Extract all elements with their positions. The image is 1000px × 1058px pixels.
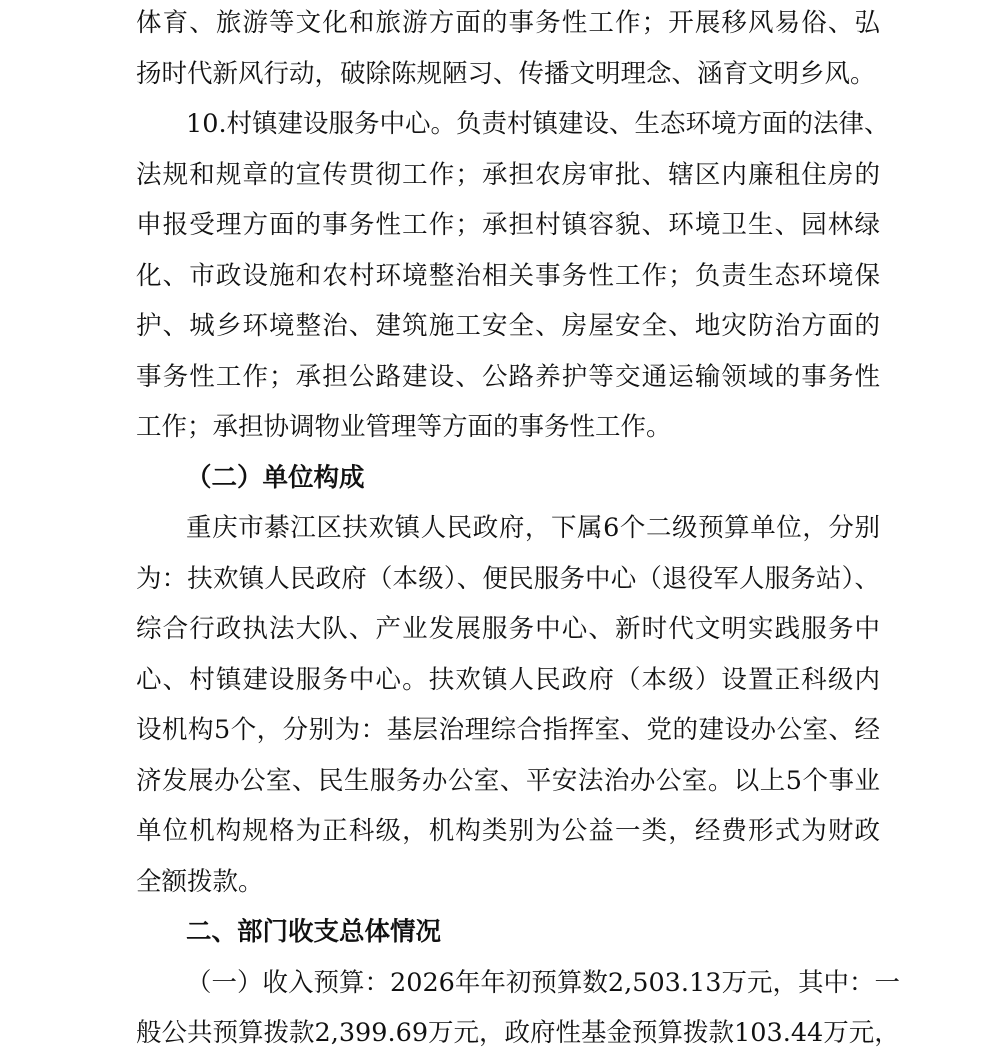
paragraph-line: 工作；承担协调物业管理等方面的事务性工作。 bbox=[136, 412, 672, 442]
paragraph-line: 申报受理方面的事务性工作；承担村镇容貌、环境卫生、园林绿 bbox=[136, 210, 880, 240]
paragraph-line: 法规和规章的宣传贯彻工作；承担农房审批、辖区内廉租住房的 bbox=[136, 159, 880, 190]
paragraph-line: 心、村镇建设服务中心。扶欢镇人民政府（本级）设置正科级内 bbox=[136, 664, 880, 695]
paragraph-line: 设机构5个，分别为：基层治理综合指挥室、党的建设办公室、经 bbox=[136, 715, 880, 745]
paragraph-line: 重庆市綦江区扶欢镇人民政府，下属6个二级预算单位，分别 bbox=[186, 513, 880, 543]
paragraph-line: 综合行政执法大队、产业发展服务中心、新时代文明实践服务中 bbox=[136, 614, 880, 644]
paragraph-line: 扬时代新风行动，破除陈规陋习、传播文明理念、涵育文明乡风。 bbox=[136, 58, 876, 89]
paragraph-line: 体育、旅游等文化和旅游方面的事务性工作；开展移风易俗、弘 bbox=[136, 8, 880, 38]
section-heading: （二）单位构成 bbox=[186, 462, 365, 493]
paragraph-line: 单位机构规格为正科级，机构类别为公益一类，经费形式为财政 bbox=[136, 816, 880, 846]
paragraph-line: 化、市政设施和农村环境整治相关事务性工作；负责生态环境保 bbox=[136, 260, 880, 291]
section-heading: 二、部门收支总体情况 bbox=[186, 917, 442, 947]
paragraph-line: 护、城乡环境整治、建筑施工安全、房屋安全、地灾防治方面的 bbox=[136, 311, 880, 341]
paragraph-line: （一）收入预算：2026年年初预算数2,503.13万元，其中：一 bbox=[186, 967, 900, 998]
paragraph-line: 般公共预算拨款2,399.69万元，政府性基金预算拨款103.44万元， bbox=[136, 1018, 900, 1048]
paragraph-line: 全额拨款。 bbox=[136, 866, 264, 897]
paragraph-line: 事务性工作；承担公路建设、公路养护等交通运输领域的事务性 bbox=[136, 361, 880, 392]
paragraph-line: 为：扶欢镇人民政府（本级）、便民服务中心（退役军人服务站）、 bbox=[136, 563, 880, 594]
paragraph-line: 济发展办公室、民生服务办公室、平安法治办公室。以上5个事业 bbox=[136, 765, 880, 796]
paragraph-line: 10.村镇建设服务中心。负责村镇建设、生态环境方面的法律、 bbox=[186, 109, 890, 139]
